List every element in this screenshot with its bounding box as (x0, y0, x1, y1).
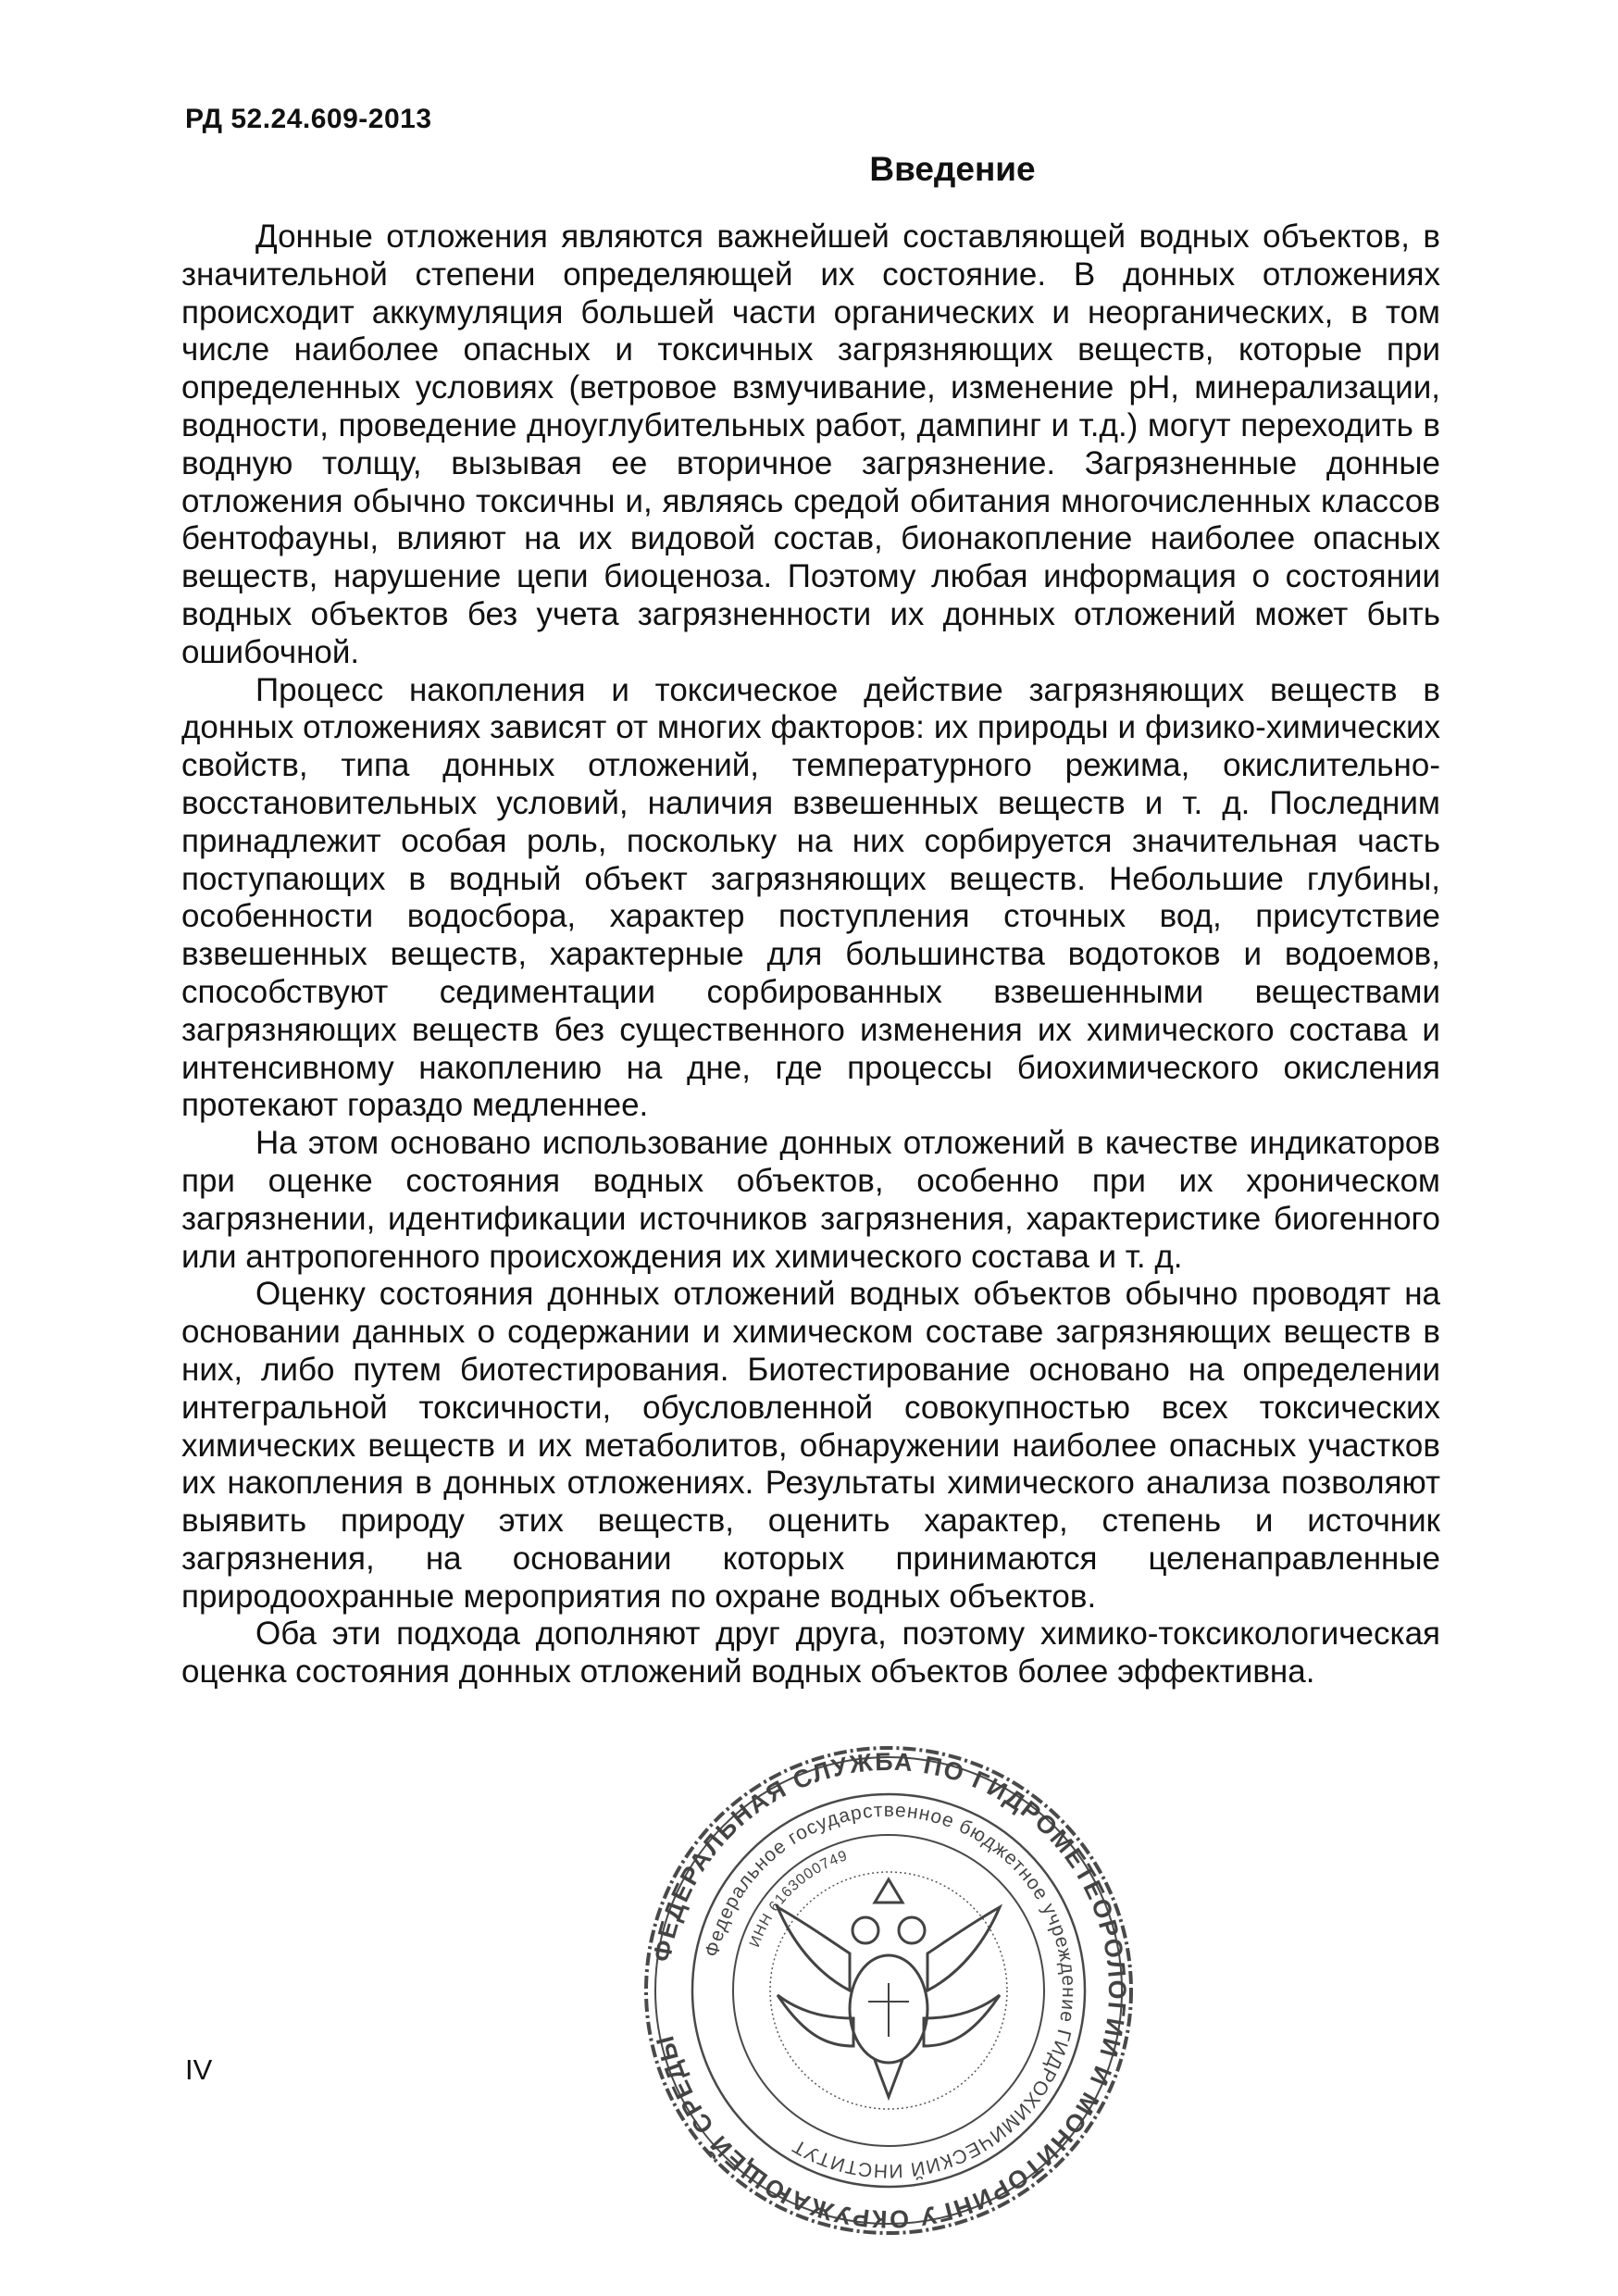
eagle-emblem-icon (778, 1879, 1000, 2097)
body-text (181, 218, 1440, 1691)
page-number: IV (185, 2053, 213, 2086)
paragraph-2: Процесс накопления и токсическое действие загрязняющих веществ в донных отложениях зависят от многих факторов: их природы и физико-химических свойств, типа донных отложений, температурного режима, окислительно-восстановительных условий, наличия взвешенных веществ и т. д. Последним принадлежит особая роль, поскольку на них сорбируется значительная часть поступающих в водный объект загрязняющих веществ. Небольшие глубины, особенности водосбора, характер поступления сточных вод, присутствие взвешенных веществ, характерные для большинства водотоков и водоемов, способствуют седиментации сорбированных взвешенными веществами загрязняющих веществ без существенного изменения их химического состава и интенсивному накоплению на дне, где процессы биохимического окисления протекают гораздо медленнее. (181, 671, 1440, 1124)
seal-inner-text: ИНН 6163000749 (746, 1848, 851, 1950)
document-code: РД 52.24.609-2013 (185, 104, 432, 134)
seal-outer-text: ФЕДЕРАЛЬНАЯ СЛУЖБА ПО ГИДРОМЕТЕОРОЛОГИИ И МОНИТОРИНГУ ОКРУЖАЮЩЕЙ СРЕДЫ (647, 1747, 1132, 2234)
official-seal-stamp (639, 1741, 1139, 2240)
paragraph-5: Оба эти подхода дополняют друг друга, поэтому химико-токсикологическая оценка состояния донных отложений водных объектов более эффективна. (181, 1616, 1440, 1691)
seal-middle-text: Федеральное государственное бюджетное учреждение ГИДРОХИМИЧЕСКИЙ ИНСТИТУТ (701, 1799, 1080, 2182)
paragraph-3: На этом основано использование донных отложений в качестве индикаторов при оценке состояния водных объектов, особенно при их хроническом загрязнении, идентификации источников загрязнения, характеристике биогенного или антропогенного происхождения их химического состава и т. д. (181, 1125, 1440, 1275)
section-title: Введение (869, 150, 1036, 188)
seal-icon (639, 1741, 1139, 2240)
paragraph-1: Донные отложения являются важнейшей составляющей водных объектов, в значительной степени определяющей их состояние. В донных отложениях происходит аккумуляция большей части органических и неорганических, в том числе наиболее опасных и токсичных загрязняющих веществ, которые при определенных условиях (ветровое взмучивание, изменение pH, минерализации, водности, проведение дноуглубительных работ, дампинг и т.д.) могут переходить в водную толщу, вызывая ее вторичное загрязнение. Загрязненные донные отложения обычно токсичны и, являясь средой обитания многочисленных классов бентофауны, влияют на их видовой состав, бионакопление наиболее опасных веществ, нарушение цепи биоценоза. Поэтому любая информация о состоянии водных объектов без учета загрязненности их донных отложений может быть ошибочной. (181, 218, 1440, 670)
paragraph-4: Оценку состояния донных отложений водных объектов обычно проводят на основании данных о содержании и химическом составе загрязняющих веществ в них, либо путем биотестирования. Биотестирование основано на определении интегральной токсичности, обусловленной совокупностью всех токсических химических веществ и их метаболитов, обнаружении наиболее опасных участков их накопления в донных отложениях. Результаты химического анализа позволяют выявить природу этих веществ, оценить характер, степень и источник загрязнения, на основании которых принимаются целенаправленные природоохранные мероприятия по охране водных объектов. (181, 1276, 1440, 1615)
